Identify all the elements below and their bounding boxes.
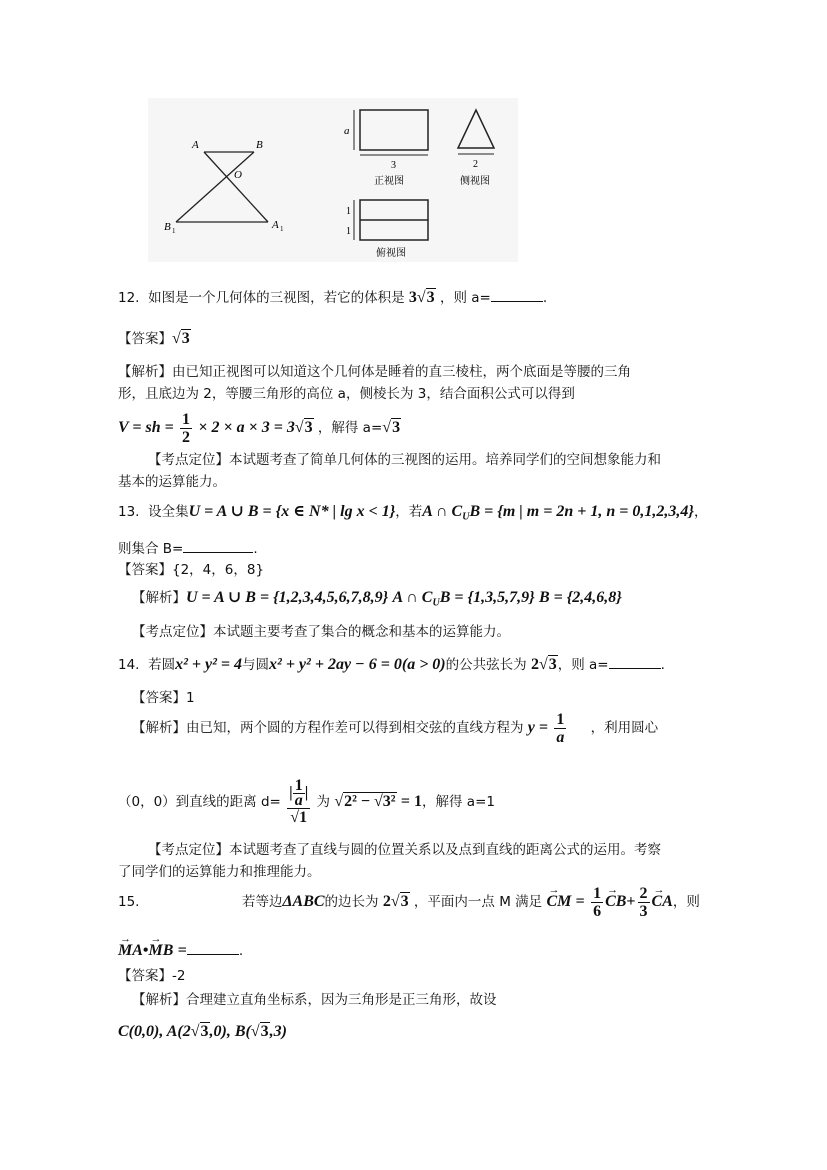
q14-an-sqrt: √2² − √3² [334, 793, 396, 810]
q15-an-text1: 合理建立直角坐标系，因为三角形是正三角形，故设 [186, 992, 497, 1008]
q12-formula-post: ，解得 a= [317, 420, 383, 436]
label-o: O [234, 169, 242, 181]
q15-text4: ，则 [672, 894, 700, 910]
q14-text1: 若圆 [148, 657, 176, 673]
q14-question [118, 654, 665, 675]
q15-coords-root1: √3 [190, 1023, 209, 1040]
q13-blank [183, 538, 253, 553]
q13-text-mid: ，若 [395, 504, 423, 520]
label-b1-sub: 1 [172, 227, 176, 235]
q12-answer-root: √3 [172, 330, 190, 347]
q14-an-distance-fraction: | $\frac{1}{a}$ | √1 [289, 777, 309, 826]
q13-an-int-post: B = {1,3,5,7,9} [439, 589, 535, 606]
q12-answer-tag: 【答案】 [118, 331, 172, 347]
q15-vec-cb: → CB [605, 882, 626, 922]
q12-analysis-text1: 由已知正视图可以知道这个几何体是睡着的直三棱柱，两个底面是等腰的三角 [172, 364, 631, 380]
q12-formula-lhs: V = sh = [118, 419, 174, 436]
dim-2: 2 [473, 159, 478, 170]
label-b: B [256, 139, 263, 151]
q14-an-eq: = 1 [400, 793, 423, 810]
q13-question [118, 502, 707, 528]
q14-analysis-tag: 【解析】 [132, 720, 186, 736]
q13-text-pre: 设全集 [148, 504, 189, 520]
q14-kd-text1: 本试题考查了直线与圆的位置关系以及点到直线的距离公式的运用。考察 [229, 842, 661, 858]
q13-number: 13. [118, 504, 140, 520]
q15-number: 15. [118, 894, 140, 910]
q15-triangle: ΔABC [282, 893, 325, 910]
q14-an-text1: 由已知，两个圆的方程作差可以得到相交弦的直线方程为 [186, 720, 524, 736]
q13-answer-value: {2，4，6，8} [172, 562, 265, 578]
q12-kd-line1 [148, 450, 661, 470]
q15-answer-tag: 【答案】 [118, 968, 172, 984]
q15-eq: = [575, 893, 585, 910]
q15-plus: + [626, 893, 636, 910]
q14-text4: ，则 a= [557, 657, 609, 673]
q13-set-u: U = A ∪ B = {x ∈ N* | lg x < 1} [188, 503, 396, 520]
q14-chord-root: √3 [538, 656, 557, 673]
q12-formula-root: √3 [294, 419, 313, 436]
q13-answer-tag: 【答案】 [118, 562, 172, 578]
three-view-figure [148, 98, 518, 262]
q15-answer [118, 966, 185, 986]
q12-text-post: ，则 a= [439, 290, 491, 306]
q12-formula-fraction: $\frac{1}{2}$ [182, 411, 191, 446]
q12-formula-mid: × 2 × a × 3 = 3 [198, 419, 295, 436]
q14-blank [609, 654, 661, 669]
q12-volume-coef: 3 [408, 289, 417, 306]
label-a1-sub: 1 [280, 225, 284, 233]
q14-text2: 与圆 [242, 657, 270, 673]
q15-analysis-tag: 【解析】 [132, 992, 186, 1008]
q13-an-u: U = A ∪ B = {1,2,3,4,5,6,7,8,9} [186, 589, 389, 606]
q14-kd-tag: 【考点定位】 [148, 842, 229, 858]
q14-circle1: x² + y² = 4 [175, 656, 243, 673]
q12-kd-text1: 本试题考查了简单几何体的三视图的运用。培养同学们的空间想象能力和 [229, 452, 661, 468]
q14-answer-tag: 【答案】 [132, 690, 186, 706]
q14-an-y: y = [527, 719, 549, 736]
q14-kd-line2: 了同学们的运算能力和推理能力。 [118, 864, 321, 880]
q12-analysis-line2: 形，且底边为 2，等腰三角形的高位 a，侧棱长为 3，结合面积公式可以得到 [118, 386, 575, 402]
q13-kd [132, 622, 510, 642]
caption-top: 俯视图 [376, 248, 406, 259]
q14-analysis-line2 [118, 764, 495, 840]
q14-an-text3: （0，0）到直线的距离 d= [118, 794, 281, 810]
q12-volume-root: √3 [416, 289, 435, 306]
q12-analysis-line1 [118, 362, 631, 382]
q13-analysis-tag: 【解析】 [132, 590, 186, 606]
q15-vec-ca: → CA [652, 882, 673, 922]
q14-an-text2: ，利用圆心 [590, 720, 659, 736]
q14-number: 14. [118, 657, 140, 673]
q13-answer [118, 560, 264, 580]
q13-an-b: B = {2,4,6,8} [538, 589, 622, 606]
q14-analysis-line1 [132, 708, 658, 748]
q14-end: . [660, 657, 665, 673]
q15-coords-root2: √3 [250, 1023, 269, 1040]
dim-3: 3 [391, 160, 396, 171]
q13-set-int-sub: U [462, 511, 470, 523]
q15-text3: ，平面内一点 M 满足 [413, 894, 543, 910]
q13-an-int-sub: U [432, 597, 440, 609]
q15-vec-ma: → MA [118, 941, 143, 961]
q14-an-fraction: $\frac{1}{a}$ [556, 711, 565, 746]
q15-frac2: $\frac{2}{3}$ [639, 885, 648, 920]
q15-vec-mb: → MB [149, 941, 174, 961]
q13-end: . [253, 541, 258, 557]
label-a1: A [272, 219, 279, 231]
q12-blank [491, 287, 543, 302]
dim-1-lower: 1 [346, 226, 351, 237]
q13-line2-text: 则集合 B= [118, 541, 184, 557]
q12-analysis-tag: 【解析】 [118, 364, 172, 380]
q12-kd-tag: 【考点定位】 [148, 452, 229, 468]
q12-answer [118, 329, 191, 349]
q14-chord-coef: 2 [530, 656, 539, 673]
q15-question [242, 882, 700, 922]
q13-an-int: A ∩ C [392, 589, 433, 606]
label-b1: B [164, 221, 171, 233]
q14-an-text6: ，解得 a=1 [422, 794, 495, 810]
q15-text1: 若等边 [242, 894, 283, 910]
q15-side-root: √3 [390, 893, 409, 910]
q15-analysis [132, 990, 497, 1010]
q12-text-pre: 如图是一个几何体的三视图，若它的体积是 [148, 290, 405, 306]
q13-kd-tag: 【考点定位】 [132, 624, 213, 640]
dim-1-upper: 1 [346, 206, 351, 217]
q15-answer-value: -2 [172, 968, 186, 984]
dim-a: a [344, 125, 350, 137]
q15-line2 [118, 940, 243, 961]
q13-set-int-post: B = {m | m = 2n + 1, n = 0,1,2,3,4} [469, 503, 694, 520]
q12-formula-answer-root: √3 [382, 419, 401, 436]
q14-answer [132, 688, 195, 708]
q15-vec-cm: → CM [546, 882, 571, 922]
q15-coords [118, 1022, 287, 1042]
q15-text2: 的边长为 [324, 894, 379, 910]
q12-formula [118, 410, 401, 446]
caption-front: 正视图 [374, 176, 404, 187]
caption-side: 侧视图 [460, 176, 490, 187]
q15-coords-3: ,3) [269, 1023, 287, 1040]
q14-circle2: x² + y² + 2ay − 6 = 0(a > 0) [269, 656, 446, 673]
q12-number: 12. [118, 290, 140, 306]
q15-frac1: $\frac{1}{6}$ [593, 885, 602, 920]
q13-line2 [118, 538, 258, 559]
q15-coords-2: ,0), B( [209, 1023, 251, 1040]
q15-end: . [238, 943, 244, 959]
q14-an-text4: 为 [316, 794, 331, 810]
q14-kd-line1 [148, 840, 661, 860]
q13-kd-text: 本试题主要考查了集合的概念和基本的运算能力。 [213, 624, 510, 640]
q13-text-post: ， [693, 504, 708, 520]
q12-question [118, 287, 547, 308]
label-a: A [192, 139, 199, 151]
q15-eq2: = [177, 942, 187, 959]
q15-side-coef: 2 [382, 893, 391, 910]
q12-end: . [542, 290, 548, 306]
q13-analysis [132, 588, 622, 614]
q14-text3: 的公共弦长为 [445, 657, 527, 673]
q14-answer-value: 1 [186, 690, 195, 706]
q15-dot: • [142, 942, 149, 959]
q12-kd-line2: 基本的运算能力。 [118, 474, 226, 490]
q15-blank [187, 940, 239, 955]
q15-coords-1: C(0,0), A(2 [118, 1023, 191, 1040]
q13-set-int: A ∩ C [422, 503, 463, 520]
